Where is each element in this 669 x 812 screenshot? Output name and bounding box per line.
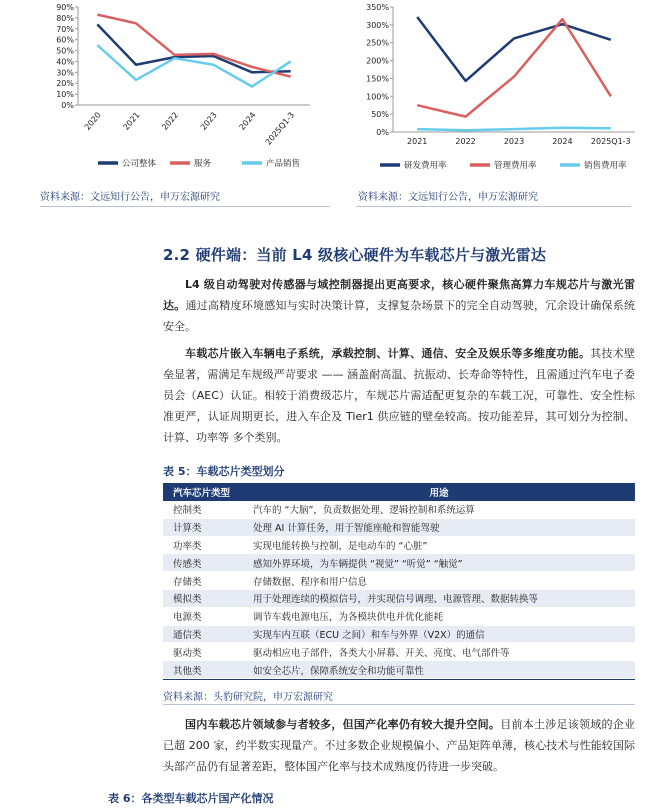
chart-expense-ratios (355, 0, 645, 178)
x-tick-label: 2025Q1-3 (590, 137, 631, 146)
paragraph-1-body: 通过高精度环境感知与实时决策计算，支撑复杂场景下的完全自动驾驶，冗余设计确保系统安全。 (163, 299, 636, 333)
paragraph-2 (163, 343, 635, 448)
legend-label: 产品销售 (266, 159, 301, 169)
legend-label: 研发费用率 (404, 161, 447, 171)
series-line (97, 15, 290, 77)
y-tick-label: 350% (366, 3, 389, 12)
table-row (163, 607, 635, 625)
paragraph-2-lead: 车载芯片嵌入车辆电子系统，承载控制、计算、通信、安全及娱乐等多维度功能。 (185, 347, 591, 360)
y-tick-label: 20% (56, 79, 74, 89)
y-tick-label: 300% (366, 20, 389, 30)
chip-type: 通信类 (163, 625, 243, 643)
chip-usage: 实现电能转换与控制，是电动车的 “心脏” (243, 536, 635, 554)
table-row (163, 501, 635, 518)
x-tick-label: 2023 (198, 110, 219, 132)
legend-label: 销售费用率 (584, 161, 627, 171)
table-row (163, 518, 635, 536)
series-line (417, 19, 611, 117)
chip-type: 计算类 (163, 518, 243, 536)
table-header-type: 汽车芯片类型 (163, 483, 243, 501)
x-tick-label: 2022 (160, 110, 181, 132)
paragraph-2-body: 其技术壁垒显著，需满足车规级严苛要求 —— 涵盖耐高温、抗振动、长寿命等特性，且需通过汽车电子委员会（AEC）认证。相较于消费级芯片，车规芯片需适配更复杂的车载工况，可靠性、安全性标准更严，认证周期更长，进入车企及 Tier1 供应链的壁垒较高。按功能差异，其可划分为控制、计算、功率等 多个类别。 (163, 347, 636, 444)
x-tick-label: 2021 (407, 137, 428, 146)
y-tick-label: 70% (56, 24, 74, 34)
y-tick-label: 60% (56, 35, 74, 45)
series-line (417, 128, 611, 130)
divider (163, 704, 635, 705)
source-right: 资料来源：文远知行公告，申万宏源研究 (358, 192, 538, 203)
y-tick-label: 80% (56, 13, 74, 23)
chip-type: 电源类 (163, 607, 243, 625)
y-tick-label: 0% (61, 101, 74, 110)
y-tick-label: 200% (366, 56, 389, 66)
y-tick-label: 150% (366, 74, 389, 84)
chip-usage: 存储数据、程序和用户信息 (243, 572, 635, 590)
chip-usage: 用于处理连续的模拟信号，并实现信号调理、电源管理、数据转换等 (243, 589, 635, 607)
series-line (97, 45, 290, 86)
table-header-row (163, 483, 635, 501)
y-tick-label: 90% (56, 3, 74, 12)
divider (40, 206, 330, 207)
chip-type: 控制类 (163, 501, 243, 518)
chip-usage: 感知外界环境，为车辆提供 “视觉” “听觉” “触觉” (243, 554, 635, 572)
chip-type: 驱动类 (163, 643, 243, 661)
chip-usage: 汽车的 “大脑”，负责数据处理、逻辑控制和系统运算 (243, 501, 635, 518)
x-tick-label: 2021 (121, 110, 142, 132)
chip-type: 功率类 (163, 536, 243, 554)
y-tick-label: 10% (56, 90, 74, 100)
paragraph-3-body: 目前本土涉足该领域的企业已超 200 家，约半数实现量产。不过多数企业规模偏小、产品矩阵单薄，核心技术与性能较国际头部产品仍有显著差距，整体国产化率与技术成熟度仍待进一步突破。 (163, 718, 636, 773)
table-row (163, 589, 635, 607)
x-tick-label: 2025Q1-3 (263, 110, 297, 147)
y-tick-label: 40% (56, 57, 74, 67)
x-tick-label: 2022 (455, 137, 476, 146)
y-tick-label: 100% (366, 92, 389, 102)
legend-label: 公司整体 (122, 159, 157, 169)
chip-type: 模拟类 (163, 589, 243, 607)
legend-label: 服务 (194, 159, 212, 169)
table-6-title: 表 6：各类型车载芯片国产化情况 (108, 792, 274, 805)
chip-usage: 调节车载电源电压，为各模块供电并优化能耗 (243, 607, 635, 625)
chip-type: 其他类 (163, 661, 243, 679)
chart-cost-structure (40, 0, 320, 178)
x-tick-label: 2023 (503, 137, 525, 146)
table-row (163, 554, 635, 572)
chip-type: 存储类 (163, 572, 243, 590)
paragraph-3 (163, 714, 635, 777)
paragraph-1 (163, 274, 635, 337)
y-tick-label: 50% (56, 46, 74, 56)
y-tick-label: 50% (371, 110, 389, 120)
table-row (163, 572, 635, 590)
y-tick-label: 30% (56, 68, 74, 78)
chip-usage: 如安全芯片，保障系统安全和功能可靠性 (243, 661, 635, 679)
table-row (163, 661, 635, 679)
source-table-5: 资料来源：头豹研究院，申万宏源研究 (163, 692, 333, 703)
y-tick-label: 250% (366, 38, 389, 48)
chip-type: 传感类 (163, 554, 243, 572)
paragraph-3-lead: 国内车载芯片领域参与者较多，但国产化率仍有较大提升空间。 (185, 718, 501, 731)
legend-label: 管理费用率 (494, 161, 537, 171)
table-row (163, 643, 635, 661)
table-5-title: 表 5：车载芯片类型划分 (163, 465, 285, 478)
x-tick-label: 2024 (237, 110, 258, 132)
source-left: 资料来源：文远知行公告，申万宏源研究 (40, 192, 220, 203)
y-tick-label: 0% (376, 128, 389, 137)
x-tick-label: 2020 (82, 110, 103, 132)
table-row (163, 536, 635, 554)
chip-usage: 处理 AI 计算任务，用于智能座舱和智能驾驶 (243, 518, 635, 536)
chip-usage: 实现车内互联（ECU 之间）和车与外界（V2X）的通信 (243, 625, 635, 643)
series-line (97, 24, 290, 72)
table-header-usage: 用途 (243, 483, 635, 501)
divider (356, 206, 631, 207)
section-heading: 2.2 硬件端：当前 L4 级核心硬件为车载芯片与激光雷达 (163, 246, 547, 264)
chip-usage: 驱动相应电子部件，各类大小屏幕、开关、亮度、电气部件等 (243, 643, 635, 661)
paragraph-1-lead: L4 级自动驾驶对传感器与域控制器提出更高要求，核心硬件聚焦高算力车规芯片与激光雷达。 (163, 278, 635, 312)
table-5 (163, 483, 635, 680)
x-tick-label: 2024 (552, 137, 573, 146)
table-row (163, 625, 635, 643)
